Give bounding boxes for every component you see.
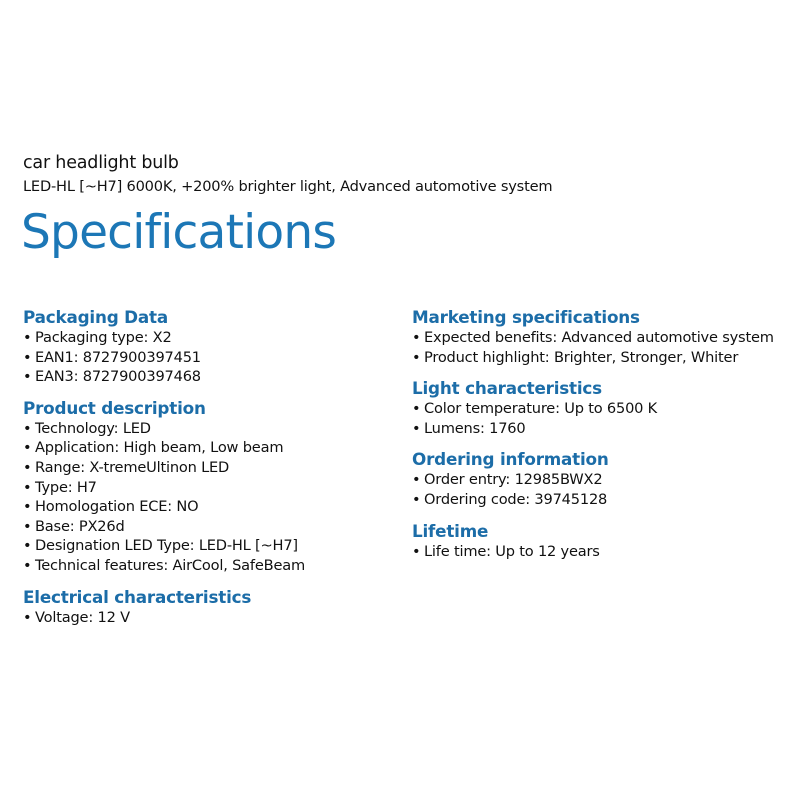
product-subtitle: LED-HL [~H7] 6000K, +200% brighter light, Advanced automotive system xyxy=(23,178,553,195)
spec-item: • Type: H7 xyxy=(23,478,393,498)
spec-item: • Homologation ECE: NO xyxy=(23,497,393,517)
section-marketing-specifications xyxy=(412,306,797,367)
section-product-description xyxy=(23,397,393,576)
section-title: Ordering information xyxy=(412,449,609,470)
spec-item: • EAN3: 8727900397468 xyxy=(23,367,393,387)
section-title: Electrical characteristics xyxy=(23,586,252,607)
spec-item: • Expected benefits: Advanced automotive system xyxy=(412,328,797,348)
spec-item: • Product highlight: Brighter, Stronger, Whiter xyxy=(412,348,797,368)
spec-item: • Color temperature: Up to 6500 K xyxy=(412,399,797,419)
spec-list xyxy=(23,328,393,387)
spec-item: • Application: High beam, Low beam xyxy=(23,438,393,458)
spec-item: • Order entry: 12985BWX2 xyxy=(412,470,797,490)
section-electrical-characteristics xyxy=(23,586,393,628)
spec-list xyxy=(412,470,797,509)
spec-item: • Packaging type: X2 xyxy=(23,328,393,348)
right-column xyxy=(412,306,797,571)
spec-item: • Ordering code: 39745128 xyxy=(412,490,797,510)
spec-list xyxy=(412,542,797,562)
spec-item: • Range: X-tremeUltinon LED xyxy=(23,458,393,478)
spec-list xyxy=(23,419,393,576)
left-column xyxy=(23,306,393,637)
section-title: Light characteristics xyxy=(412,378,602,399)
section-lifetime xyxy=(412,520,797,562)
page-title: Specifications xyxy=(21,205,337,260)
section-ordering-information xyxy=(412,448,797,509)
section-packaging-data xyxy=(23,306,393,387)
spec-list xyxy=(412,328,797,367)
spec-list xyxy=(412,399,797,438)
spec-item: • Designation LED Type: LED-HL [~H7] xyxy=(23,536,393,556)
spec-item: • Voltage: 12 V xyxy=(23,608,393,628)
spec-list xyxy=(23,608,393,628)
spec-item: • Technology: LED xyxy=(23,419,393,439)
spec-item: • EAN1: 8727900397451 xyxy=(23,348,393,368)
section-title: Product description xyxy=(23,397,206,418)
spec-item: • Technical features: AirCool, SafeBeam xyxy=(23,556,393,576)
product-name: car headlight bulb xyxy=(23,153,179,173)
spec-item: • Base: PX26d xyxy=(23,517,393,537)
section-title: Lifetime xyxy=(412,520,489,541)
section-light-characteristics xyxy=(412,377,797,438)
spec-item: • Life time: Up to 12 years xyxy=(412,542,797,562)
section-title: Marketing specifications xyxy=(412,307,640,327)
section-title: Packaging Data xyxy=(23,307,168,327)
spec-item: • Lumens: 1760 xyxy=(412,419,797,439)
